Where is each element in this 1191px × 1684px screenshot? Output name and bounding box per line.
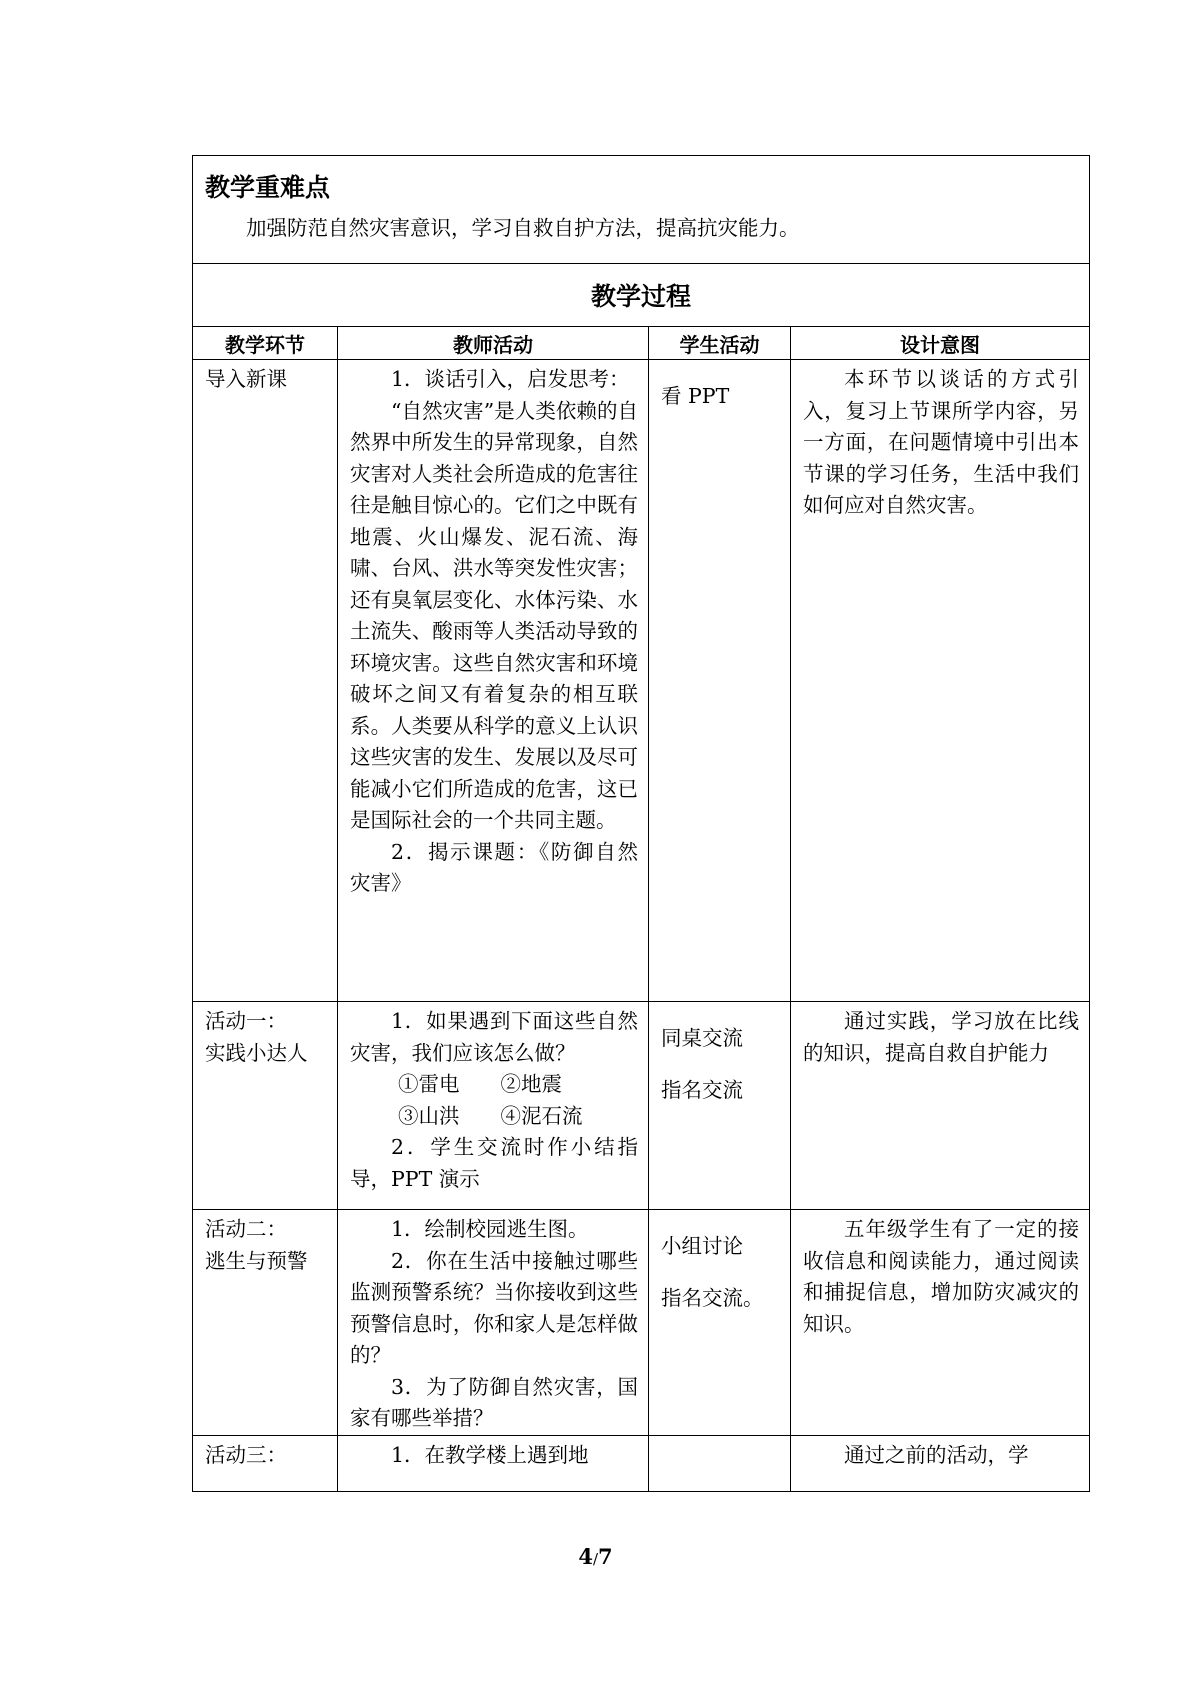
intent-cell <box>791 1210 1090 1436</box>
teacher-paragraph: 1．谈话引入，启发思考： <box>391 367 630 391</box>
teacher-paragraph: “自然灾害”是人类依赖的自然界中所发生的异常现象，自然灾害对人类社会所造成的危害往往是触目惊心的。它们之中既有地震、火山爆发、泥石流、海啸、台风、洪水等突发性灾害；还有臭氧层变化、水体污染、水土流失、酸雨等人类活动导致的环境灾害。这些自然灾害和环境破坏之间又有着复杂的相互联系。人类要从科学的意义上认识这些灾害的发生、发展以及尽可能减小它们所造成的危害，这已是国际社会的一个共同主题。 <box>350 398 638 832</box>
teacher-option: ①雷电 ②地震 <box>398 1072 562 1096</box>
intent-cell <box>791 360 1090 1002</box>
intent-cell <box>791 1002 1090 1210</box>
intent-cell <box>791 1435 1090 1491</box>
keypoints-row <box>193 156 1090 264</box>
teacher-paragraph: 3．为了防御自然灾害，国家有哪些举措？ <box>350 1374 638 1430</box>
teacher-cell <box>338 360 649 1002</box>
student-cell <box>649 360 791 1002</box>
stage-cell <box>193 1435 338 1491</box>
table-row <box>193 1210 1090 1436</box>
page-number <box>0 1544 1191 1569</box>
student-cell <box>649 1210 791 1436</box>
student-activity: 看 PPT <box>661 383 730 408</box>
teacher-paragraph: 1．如果遇到下面这些自然灾害，我们应该怎么做？ <box>350 1009 638 1065</box>
header-intent: 设计意图 <box>791 327 1090 360</box>
stage-cell <box>193 1002 338 1210</box>
intent-text: 通过之前的活动，学 <box>844 1442 1029 1467</box>
stage-label: 实践小达人 <box>205 1040 308 1065</box>
stage-label: 导入新课 <box>205 367 287 391</box>
table-row <box>193 1002 1090 1210</box>
student-activity: 指名交流 <box>661 1077 743 1102</box>
teacher-cell <box>338 1002 649 1210</box>
header-row <box>193 327 1090 360</box>
process-title-row <box>193 264 1090 327</box>
intent-text: 五年级学生有了一定的接收信息和阅读能力，通过阅读和捕捉信息，增加防灾减灾的知识。 <box>803 1217 1079 1336</box>
header-student: 学生活动 <box>649 327 791 360</box>
student-cell <box>649 1002 791 1210</box>
header-teacher: 教师活动 <box>338 327 649 360</box>
table-row <box>193 360 1090 1002</box>
teacher-cell <box>338 1210 649 1436</box>
teacher-paragraph: 2．你在生活中接触过哪些监测预警系统？当你接收到这些预警信息时，你和家人是怎样做的？ <box>350 1248 638 1367</box>
keypoints-cell <box>193 156 1090 264</box>
process-title: 教学过程 <box>193 264 1090 327</box>
keypoints-title: 教学重难点 <box>205 173 331 202</box>
stage-label: 活动一： <box>205 1009 287 1033</box>
page-separator: / <box>592 1550 599 1568</box>
page-total: 7 <box>598 1544 613 1569</box>
page-current: 4 <box>578 1544 593 1569</box>
table-row <box>193 1435 1090 1491</box>
teacher-paragraph: 1．在教学楼上遇到地 <box>391 1442 589 1467</box>
intent-text: 本环节以谈话的方式引入，复习上节课所学内容，另一方面，在问题情境中引出本节课的学习任务，生活中我们如何应对自然灾害。 <box>803 367 1079 517</box>
teacher-paragraph: 2．学生交流时作小结指导，PPT 演示 <box>350 1135 638 1191</box>
student-activity: 小组讨论 <box>661 1233 743 1258</box>
intent-text: 通过实践，学习放在比线的知识，提高自救自护能力 <box>803 1009 1079 1065</box>
process-rows <box>193 360 1090 1492</box>
student-activity: 同桌交流 <box>661 1025 743 1050</box>
student-activity: 指名交流。 <box>661 1285 764 1310</box>
header-stage: 教学环节 <box>193 327 338 360</box>
stage-label: 逃生与预警 <box>205 1248 308 1273</box>
stage-cell <box>193 360 338 1002</box>
teacher-paragraph: 1．绘制校园逃生图。 <box>391 1217 589 1241</box>
lesson-plan-table <box>192 155 1090 1492</box>
teacher-paragraph: 2．揭示课题：《防御自然灾害》 <box>350 839 638 895</box>
student-cell <box>649 1435 791 1491</box>
teacher-cell <box>338 1435 649 1491</box>
stage-label: 活动三： <box>205 1442 287 1467</box>
stage-cell <box>193 1210 338 1436</box>
keypoints-text: 加强防范自然灾害意识，学习自救自护方法，提高抗灾能力。 <box>246 216 800 240</box>
teacher-option: ③山洪 ④泥石流 <box>398 1103 583 1128</box>
stage-label: 活动二： <box>205 1217 287 1241</box>
